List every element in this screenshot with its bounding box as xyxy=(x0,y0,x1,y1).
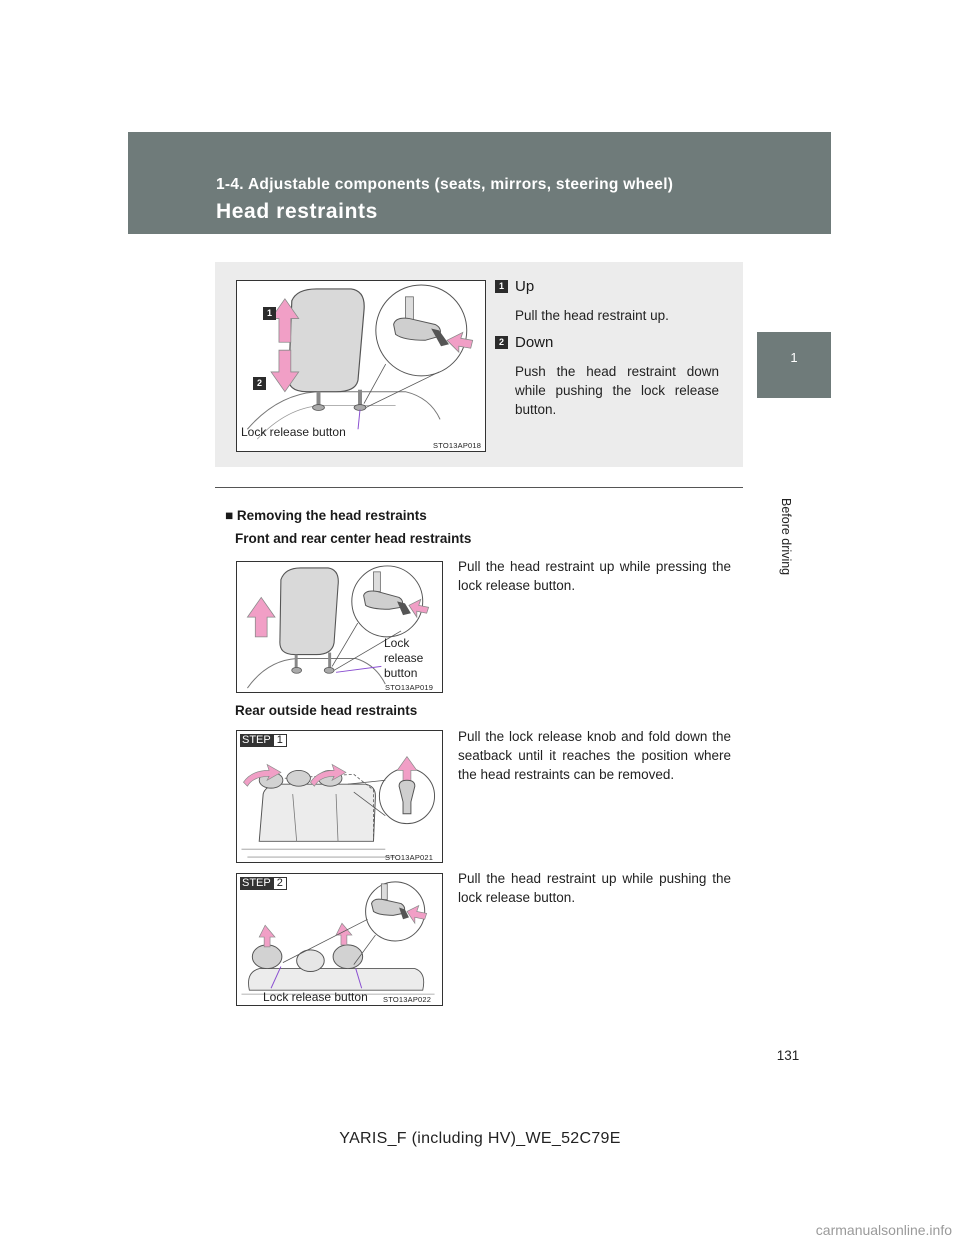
chapter-header xyxy=(128,132,831,234)
figure-badge-2: 2 xyxy=(253,377,266,390)
step-1-number: 1 xyxy=(273,734,287,747)
subheading-front: Front and rear center head restraints xyxy=(235,531,472,546)
step-1-figure-code: STO13AP021 xyxy=(385,853,434,862)
figure-code: STO13AP018 xyxy=(433,441,482,450)
item-badge-up: 1 xyxy=(495,280,508,293)
front-instruction: Pull the head restraint up while pressing the lock release button. xyxy=(458,559,731,593)
step-2-number: 2 xyxy=(273,877,287,890)
watermark[interactable]: carmanualsonline.info xyxy=(815,1222,952,1238)
step-2-word: STEP xyxy=(242,877,271,889)
item-badge-down: 2 xyxy=(495,336,508,349)
subheading-rear: Rear outside head restraints xyxy=(235,703,418,718)
item-desc-down: Push the head restraint down while pushing the lock release button. xyxy=(515,364,719,417)
adjust-panel xyxy=(215,262,743,467)
section-heading-removing: ■ Removing the head restraints xyxy=(225,508,427,523)
figure-rear-step1 xyxy=(236,730,443,863)
front-callout-lock-release: Lock release button xyxy=(384,636,424,680)
step-1-label xyxy=(240,734,287,747)
chapter-tab[interactable] xyxy=(757,332,831,398)
chapter-tab-number: 1 xyxy=(790,350,798,365)
figure-badge-1: 1 xyxy=(263,307,276,320)
step-2-callout-lock-release: Lock release button xyxy=(263,990,368,1004)
rear-step1-illustration xyxy=(237,731,442,862)
front-figure-code: STO13AP019 xyxy=(385,683,434,692)
document-footer: YARIS_F (including HV)_WE_52C79E xyxy=(339,1130,621,1147)
section-heading-removing-text: Removing the head restraints xyxy=(236,508,427,523)
step-2-figure-code: STO13AP022 xyxy=(383,995,432,1004)
chapter-side-label-text: Before driving xyxy=(779,498,793,576)
item-title-up: Up xyxy=(515,278,535,295)
step-1-word: STEP xyxy=(242,734,271,746)
figure-front-removal xyxy=(236,561,443,693)
item-title-down: Down xyxy=(515,334,554,351)
item-desc-up: Pull the head restraint up. xyxy=(515,308,669,323)
step-2-label xyxy=(240,877,287,890)
step-1-instruction: Pull the lock release knob and fold down the seatback until it reaches the position where the head restraints can be removed. xyxy=(458,729,731,782)
step-2-instruction: Pull the head restraint up while pushing the lock release button. xyxy=(458,871,731,905)
page-number: 131 xyxy=(776,1048,800,1063)
chapter-side-label xyxy=(779,410,807,576)
figure-rear-step2 xyxy=(236,873,443,1006)
rear-step2-illustration xyxy=(237,874,442,1005)
section-divider xyxy=(215,487,743,488)
figure-adjust-head-restraint xyxy=(236,280,486,452)
figure-callout-lock-release: Lock release button xyxy=(241,425,346,439)
page-title: Head restraints xyxy=(216,200,378,223)
section-subtitle: 1-4. Adjustable components (seats, mirrors, steering wheel) xyxy=(216,176,674,193)
